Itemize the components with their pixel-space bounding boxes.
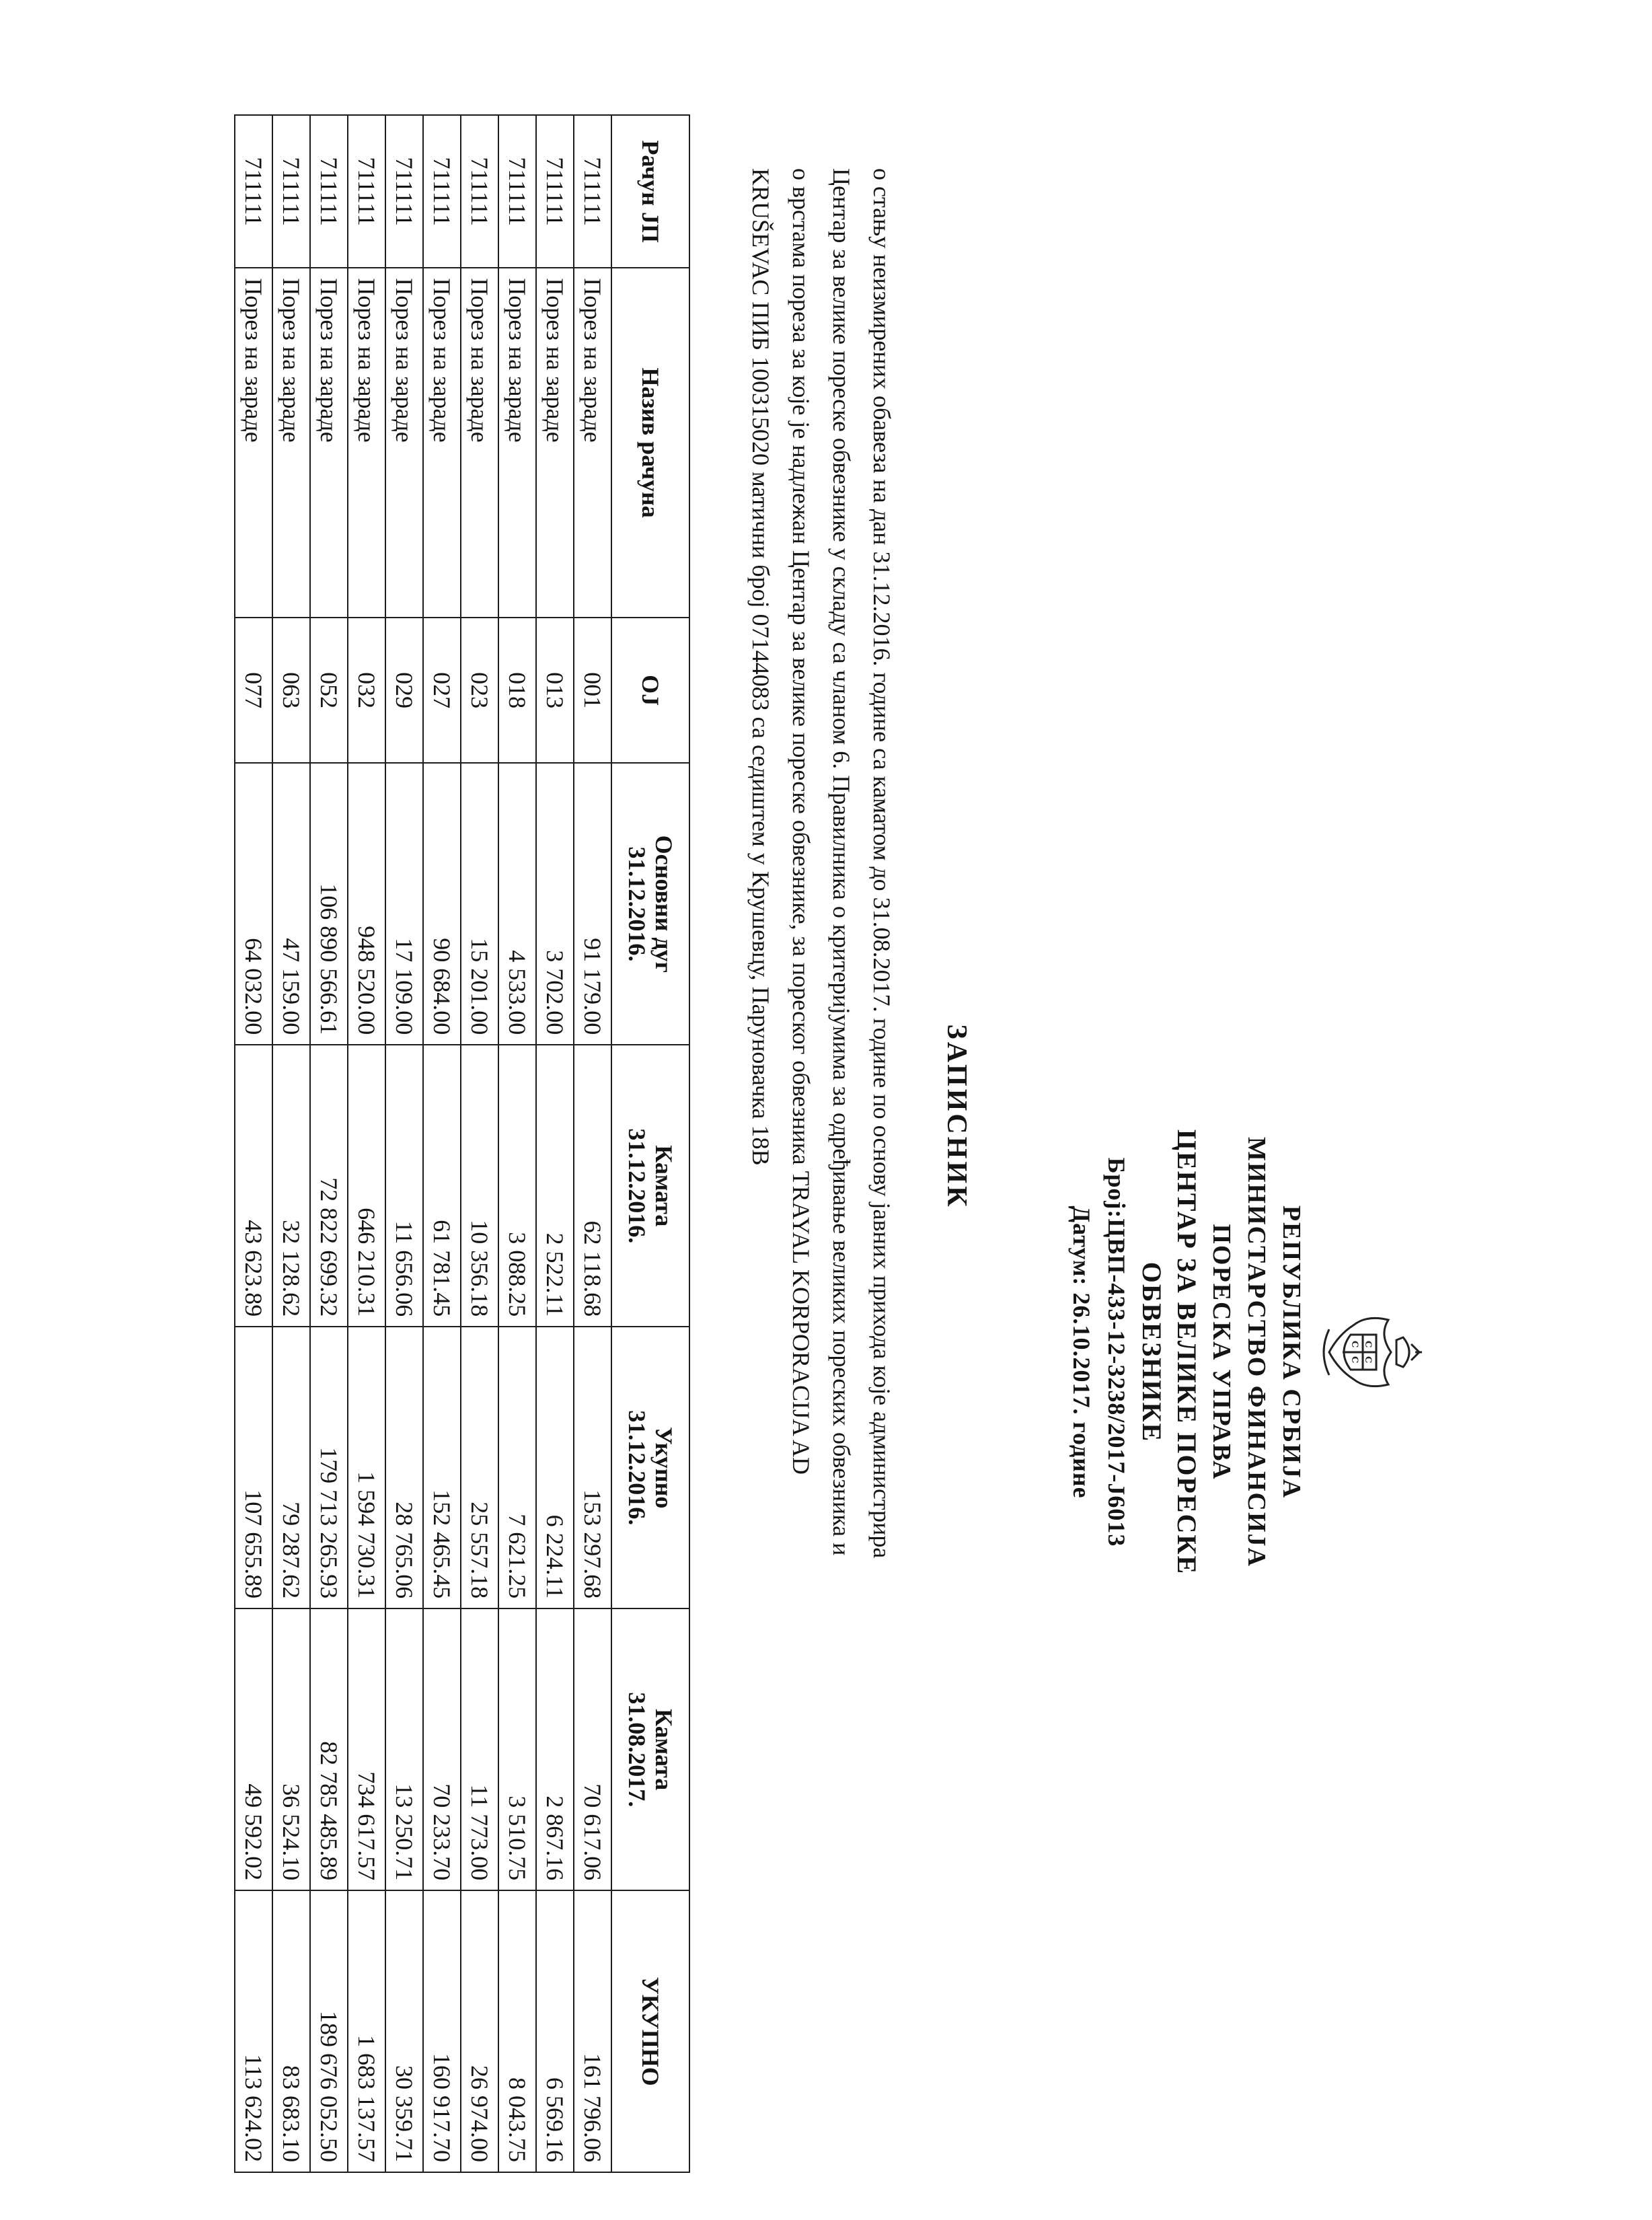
cell-oj: 018 <box>498 618 536 763</box>
cell-subtotal: 107 655.89 <box>235 1327 272 1608</box>
cell-oj: 023 <box>461 618 498 763</box>
svg-text:С: С <box>1363 1341 1373 1348</box>
cell-account: 711111 <box>272 115 310 268</box>
cell-subtotal: 79 287.62 <box>272 1327 310 1608</box>
cell-oj: 077 <box>235 618 272 763</box>
table-row <box>235 115 272 2172</box>
header-interest-2017 <box>611 1608 689 1890</box>
cell-interest-2017: 70 617.06 <box>574 1608 611 1890</box>
cell-total: 1 683 137.57 <box>348 1890 385 2172</box>
document-header <box>1064 1049 1423 1655</box>
header-center: ЦЕНТАР ЗА ВЕЛИКЕ ПОРЕСКЕ ОБВЕЗНИКЕ <box>1137 1129 1202 1576</box>
cell-subtotal: 153 297.68 <box>574 1327 611 1608</box>
header-subtotal-label: Укупно <box>650 1427 677 1509</box>
cell-subtotal: 25 557.18 <box>461 1327 498 1608</box>
cell-account: 711111 <box>348 115 385 268</box>
cell-subtotal: 1 594 730.31 <box>348 1327 385 1608</box>
intro-paragraph <box>741 168 902 2173</box>
cell-interest: 10 356.18 <box>461 1045 498 1327</box>
table-row <box>423 115 461 2172</box>
cell-total: 83 683.10 <box>272 1890 310 2172</box>
cell-total: 30 359.71 <box>385 1890 423 2172</box>
cell-subtotal: 7 621.25 <box>498 1327 536 1608</box>
header-oj: ОЈ <box>611 618 689 763</box>
cell-interest-2017: 11 773.00 <box>461 1608 498 1890</box>
cell-account: 711111 <box>574 115 611 268</box>
cell-subtotal: 179 713 265.93 <box>310 1327 348 1608</box>
svg-text:С: С <box>1349 1341 1359 1348</box>
cell-interest: 2 522.11 <box>536 1045 574 1327</box>
cell-total: 189 676 052.50 <box>310 1890 348 2172</box>
cell-account-name: Порез на зараде <box>385 268 423 618</box>
table-header-row <box>611 115 689 2172</box>
cell-interest: 43 623.89 <box>235 1045 272 1327</box>
cell-interest-2017: 13 250.71 <box>385 1608 423 1890</box>
cell-total: 113 624.02 <box>235 1890 272 2172</box>
cell-account: 711111 <box>536 115 574 268</box>
cell-interest: 32 128.62 <box>272 1045 310 1327</box>
header-total: УКУПНО <box>611 1890 689 2172</box>
cell-account-name: Порез на зараде <box>461 268 498 618</box>
cell-account-name: Порез на зараде <box>536 268 574 618</box>
cell-principal: 64 032.00 <box>235 763 272 1045</box>
cell-oj: 027 <box>423 618 461 763</box>
cell-account: 711111 <box>423 115 461 268</box>
header-date: Датум: 26.10.2017. године <box>1068 1206 1095 1499</box>
intro-line-4: KRUŠEVAC ПИБ 100315020 матични број 07144083 са седиштем у Крушевцу, Паруновачка 18В <box>747 168 774 1166</box>
svg-text:С: С <box>1363 1356 1373 1364</box>
cell-account-name: Порез на зараде <box>310 268 348 618</box>
cell-oj: 052 <box>310 618 348 763</box>
cell-total: 26 974.00 <box>461 1890 498 2172</box>
header-ministry: МИНИСТАРСТВО ФИНАНСИЈА <box>1242 1137 1271 1567</box>
table-row <box>272 115 310 2172</box>
cell-principal: 106 890 566.61 <box>310 763 348 1045</box>
cell-oj: 029 <box>385 618 423 763</box>
cell-interest-2017: 734 617.57 <box>348 1608 385 1890</box>
cell-interest-2017: 36 524.10 <box>272 1608 310 1890</box>
cell-oj: 063 <box>272 618 310 763</box>
svg-text:С: С <box>1349 1356 1359 1364</box>
obligations-table <box>234 114 690 2173</box>
cell-oj: 032 <box>348 618 385 763</box>
table-row <box>498 115 536 2172</box>
cell-account: 711111 <box>461 115 498 268</box>
table-row <box>536 115 574 2172</box>
header-interest-2017-label: Камата <box>650 1709 677 1791</box>
cell-interest-2017: 3 510.75 <box>498 1608 536 1890</box>
cell-account-name: Порез на зараде <box>348 268 385 618</box>
header-account-name: Назив рачуна <box>611 268 689 618</box>
cell-interest-2017: 49 592.02 <box>235 1608 272 1890</box>
header-principal-label: Основни дуг <box>650 835 677 973</box>
header-republic: РЕПУБЛИКА СРБИЈА <box>1277 1205 1306 1500</box>
cell-interest: 61 781.45 <box>423 1045 461 1327</box>
header-interest-date: 31.12.2016. <box>624 1128 650 1244</box>
cell-total: 8 043.75 <box>498 1890 536 2172</box>
cell-interest-2017: 70 233.70 <box>423 1608 461 1890</box>
header-subtotal-date: 31.12.2016. <box>624 1410 650 1526</box>
cell-total: 6 569.16 <box>536 1890 574 2172</box>
cell-total: 160 917.70 <box>423 1890 461 2172</box>
header-interest-2017-date: 31.08.2017. <box>624 1692 650 1808</box>
cell-oj: 001 <box>574 618 611 763</box>
cell-principal: 17 109.00 <box>385 763 423 1045</box>
cell-interest: 646 210.31 <box>348 1045 385 1327</box>
intro-line-2: Центар за велике пореске обвезнике у складу са чланом 6. Правилника о критеријумима за одређивање великих пореских обвезника и <box>828 168 855 1556</box>
cell-principal: 15 201.00 <box>461 763 498 1045</box>
cell-oj: 013 <box>536 618 574 763</box>
table-row <box>385 115 423 2172</box>
cell-interest: 72 822 699.32 <box>310 1045 348 1327</box>
header-subtotal <box>611 1327 689 1608</box>
cell-principal: 3 702.00 <box>536 763 574 1045</box>
document-title: ЗАПИСНИК <box>941 1024 972 1210</box>
cell-principal: 91 179.00 <box>574 763 611 1045</box>
intro-line-3: о врстама пореза за које је надлежан Центар за велике пореске обвезнике, за пореског обвезника TRAYAL KORPORACIJA AD <box>788 168 815 1475</box>
table-row <box>574 115 611 2172</box>
cell-principal: 90 684.00 <box>423 763 461 1045</box>
coat-of-arms-icon <box>1316 1305 1423 1399</box>
header-document-number: Број:ЦВП-433-12-3238/2017-Ј6013 <box>1103 1157 1130 1547</box>
cell-account: 711111 <box>310 115 348 268</box>
cell-account: 711111 <box>235 115 272 268</box>
cell-account: 711111 <box>498 115 536 268</box>
cell-subtotal: 6 224.11 <box>536 1327 574 1608</box>
cell-principal: 47 159.00 <box>272 763 310 1045</box>
header-interest-label: Камата <box>650 1145 677 1227</box>
header-account: Рачун ЈП <box>611 115 689 268</box>
cell-account: 711111 <box>385 115 423 268</box>
cell-interest: 11 656.06 <box>385 1045 423 1327</box>
cell-account-name: Порез на зараде <box>423 268 461 618</box>
table-row <box>348 115 385 2172</box>
header-principal <box>611 763 689 1045</box>
cell-principal: 948 520.00 <box>348 763 385 1045</box>
cell-total: 161 796.06 <box>574 1890 611 2172</box>
header-administration: ПОРЕСКА УПРАВА <box>1207 1224 1236 1481</box>
cell-subtotal: 152 465.45 <box>423 1327 461 1608</box>
cell-account-name: Порез на зараде <box>498 268 536 618</box>
header-interest <box>611 1045 689 1327</box>
table-row <box>461 115 498 2172</box>
cell-subtotal: 28 765.06 <box>385 1327 423 1608</box>
cell-interest-2017: 2 867.16 <box>536 1608 574 1890</box>
table-body <box>235 115 611 2172</box>
cell-account-name: Порез на зараде <box>272 268 310 618</box>
cell-principal: 4 533.00 <box>498 763 536 1045</box>
cell-account-name: Порез на зараде <box>574 268 611 618</box>
intro-line-1: о стању неизмирених обавеза на дан 31.12.2016. године са каматом до 31.08.2017. године по основу јавних прихода које администрира <box>868 168 895 1559</box>
cell-interest-2017: 82 785 485.89 <box>310 1608 348 1890</box>
cell-account-name: Порез на зараде <box>235 268 272 618</box>
cell-interest: 62 118.68 <box>574 1045 611 1327</box>
header-principal-date: 31.12.2016. <box>624 846 650 962</box>
table-row <box>310 115 348 2172</box>
cell-interest: 3 088.25 <box>498 1045 536 1327</box>
